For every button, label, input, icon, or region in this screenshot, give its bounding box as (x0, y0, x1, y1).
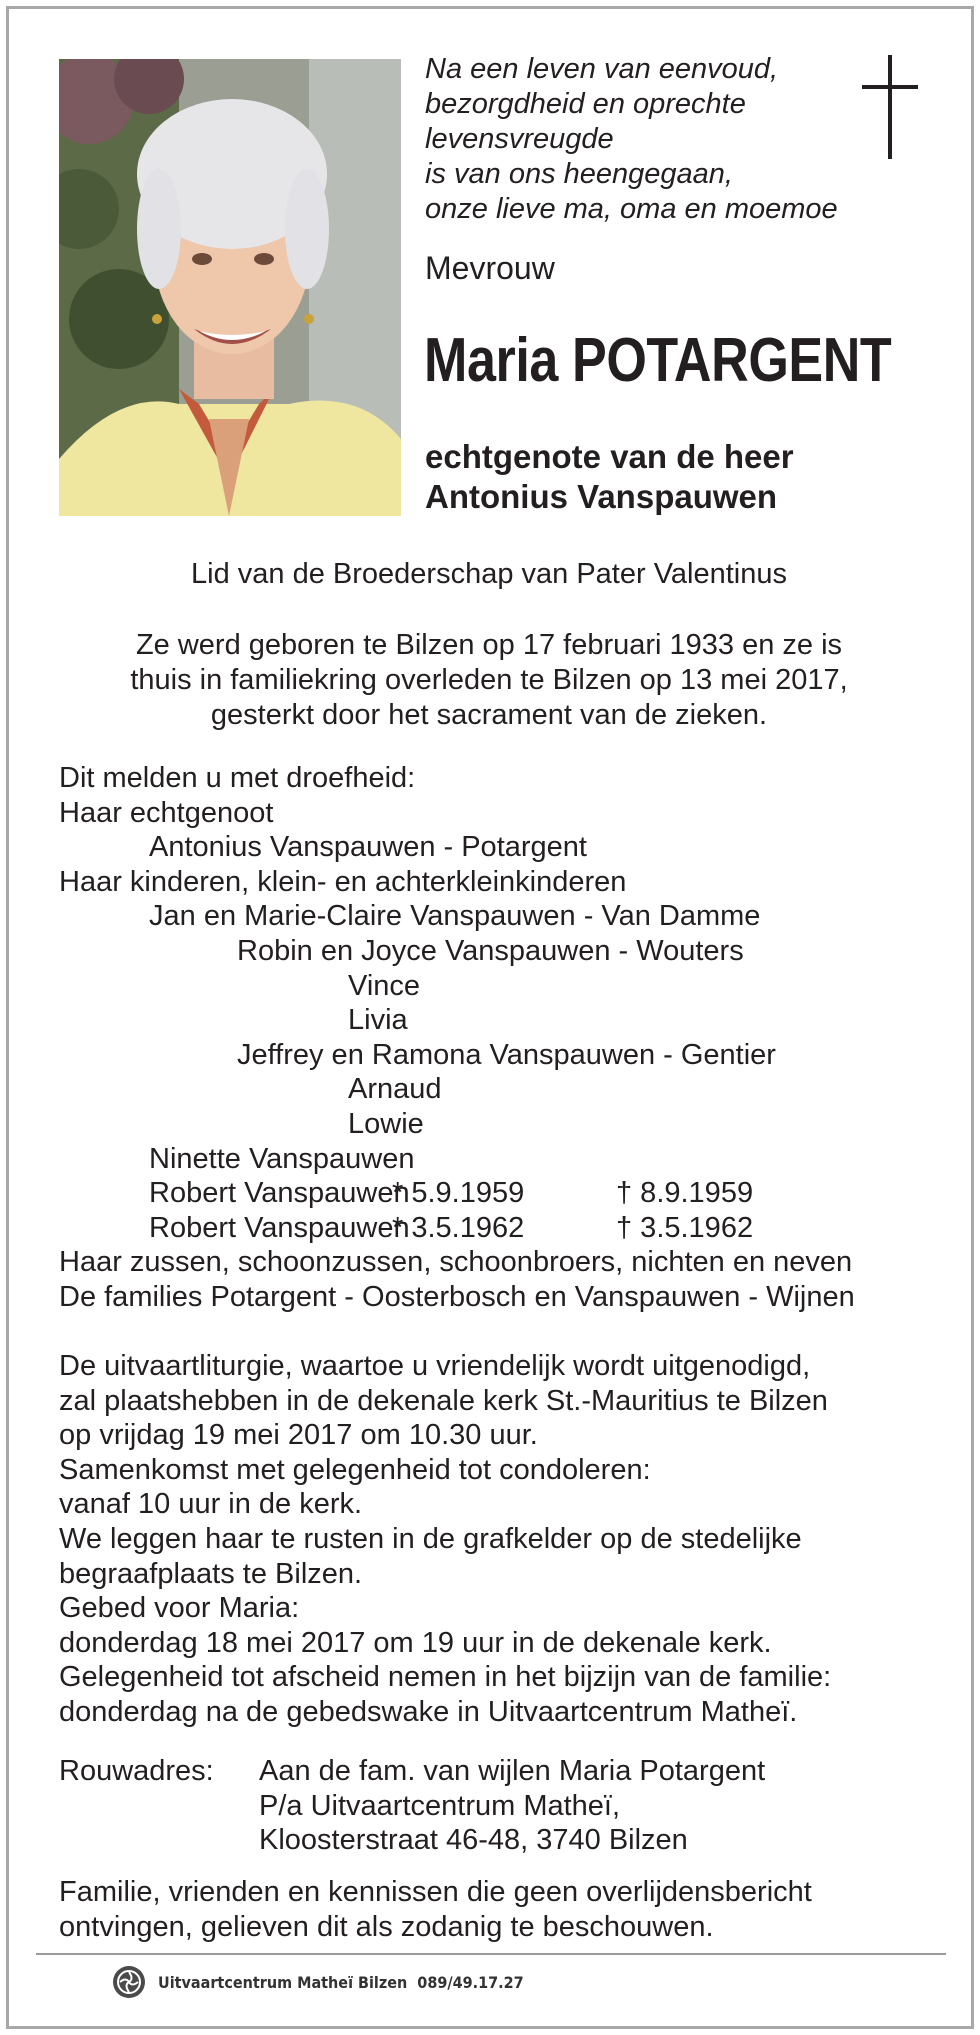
spouse-line: echtgenote van de heer (425, 438, 794, 475)
address-label: Rouwadres: (59, 1755, 214, 1787)
child: Ninette Vanspauwen (149, 1142, 415, 1175)
children-heading: Haar kinderen, klein- en achterkleinkinderen (59, 865, 627, 898)
funeral-line: zal plaatshebben in de dekenale kerk St.-Mauritius te Bilzen (59, 1384, 828, 1417)
birth-death-info (59, 628, 919, 733)
great-grandchild: Livia (348, 1004, 408, 1037)
address-line: Kloosterstraat 46-48, 3740 Bilzen (259, 1824, 688, 1857)
portrait-illustration (59, 59, 401, 516)
birth-death-line: Ze werd geboren te Bilzen op 17 februari 1933 en ze is (135, 629, 843, 661)
family-list (59, 761, 939, 1315)
intro-verse (425, 52, 865, 227)
address-line: Aan de fam. van wijlen Maria Potargent (259, 1755, 766, 1787)
footer-phone: 089/49.17.27 (417, 1972, 524, 1992)
spouse-info (425, 437, 794, 517)
grandchild: Jeffrey en Ramona Vanspauwen - Gentier (237, 1038, 776, 1071)
portrait-photo (59, 59, 401, 516)
child: Jan en Marie-Claire Vanspauwen - Van Damme (149, 900, 761, 933)
cross-icon (862, 55, 918, 159)
funeral-line: Samenkomst met gelegenheid tot condoleren: (59, 1453, 651, 1486)
husband: Antonius Vanspauwen - Potargent (149, 831, 587, 864)
funeral-line: begraafplaats te Bilzen. (59, 1557, 363, 1590)
great-grandchild: Lowie (348, 1107, 424, 1140)
intro-line: onze lieve ma, oma en moemoe (425, 193, 838, 225)
funeral-line: op vrijdag 19 mei 2017 om 10.30 uur. (59, 1419, 538, 1452)
address-lines (259, 1754, 859, 1858)
footer-company: Uitvaartcentrum Matheï Bilzen (158, 1972, 408, 1992)
intro-line: bezorgdheid en oprechte (425, 88, 746, 120)
great-grandchild: Arnaud (348, 1073, 442, 1106)
child-died: † 3.5.1962 (616, 1211, 754, 1244)
membership-text: Lid van de Broederschap van Pater Valentinus (191, 558, 787, 590)
address-line: P/a Uitvaartcentrum Matheï, (259, 1789, 621, 1822)
child-born: * 3.5.1962 (392, 1211, 525, 1244)
footer-text (158, 1973, 524, 1992)
closing-note (59, 1875, 939, 1944)
funeral-line: vanaf 10 uur in de kerk. (59, 1488, 363, 1521)
child-deceased: Robert Vanspauwen * 5.9.1959 † 8.9.1959 (149, 1177, 754, 1210)
families: De families Potargent - Oosterbosch en Vanspauwen - Wijnen (59, 1280, 855, 1313)
funeral-line: donderdag 18 mei 2017 om 19 uur in de dekenale kerk. (59, 1626, 772, 1659)
intro-line: levensvreugde (425, 123, 614, 155)
grandchild: Robin en Joyce Vanspauwen - Wouters (237, 934, 744, 967)
closing-line: ontvingen, gelieven dit als zodanig te beschouwen. (59, 1910, 714, 1943)
child-born: * 5.9.1959 (392, 1177, 525, 1210)
siblings: Haar zussen, schoonzussen, schoonbroers, nichten en neven (59, 1246, 853, 1279)
salutation: Mevrouw (425, 250, 555, 286)
membership (59, 557, 919, 592)
closing-line: Familie, vrienden en kennissen die geen overlijdensbericht (59, 1876, 812, 1908)
footer-divider (36, 1953, 946, 1955)
intro-line: Na een leven van eenvoud, (425, 53, 779, 85)
funeral-line: We leggen haar te rusten in de grafkelder op de stedelijke (59, 1522, 802, 1555)
intro-line: is van ons heengegaan, (425, 158, 733, 190)
announce: Dit melden u met droefheid: (59, 762, 416, 794)
funeral-line: De uitvaartliturgie, waartoe u vriendelijk wordt uitgenodigd, (59, 1350, 811, 1382)
funeral-line: Gelegenheid tot afscheid nemen in het bijzijn van de familie: (59, 1661, 832, 1694)
funeral-line: donderdag na de gebedswake in Uitvaartcentrum Matheï. (59, 1695, 798, 1728)
child-deceased: Robert Vanspauwen * 3.5.1962 † 3.5.1962 (149, 1211, 754, 1244)
spouse-line: Antonius Vanspauwen (425, 478, 778, 515)
deceased-name: Maria POTARGENT (424, 326, 892, 395)
husband-heading: Haar echtgenoot (59, 796, 274, 829)
child-died: † 8.9.1959 (616, 1177, 754, 1210)
funeral-line: Gebed voor Maria: (59, 1592, 300, 1625)
footer (112, 1965, 564, 1999)
funeral-home-logo-icon (112, 1965, 146, 1999)
funeral-info (59, 1349, 939, 1730)
birth-death-line: thuis in familiekring overleden te Bilzen op 13 mei 2017, (130, 664, 848, 696)
great-grandchild: Vince (348, 969, 421, 1002)
birth-death-line: gesterkt door het sacrament van de zieken. (210, 699, 768, 731)
